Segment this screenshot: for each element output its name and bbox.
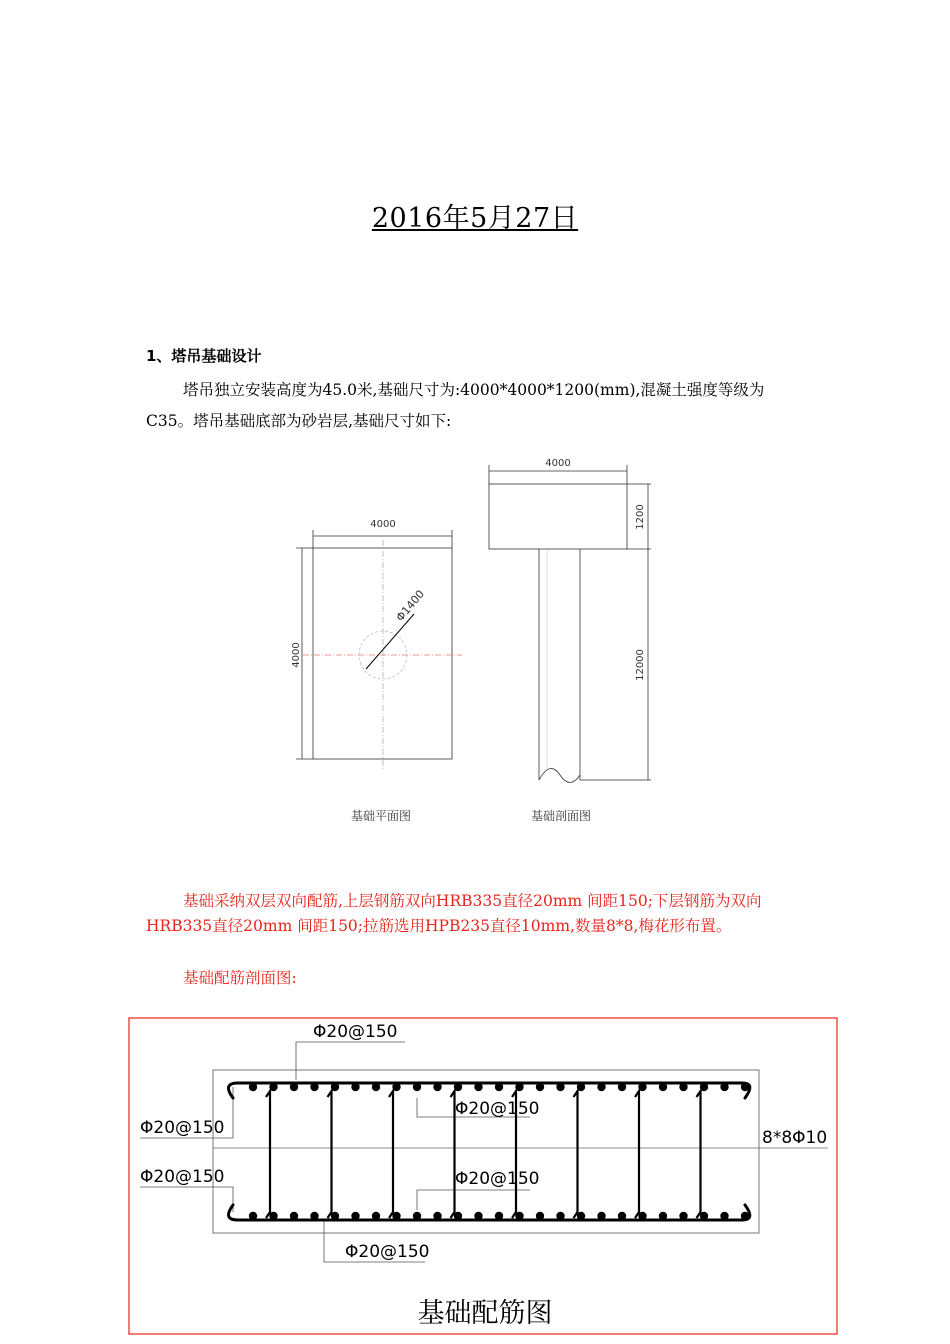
label-top: Φ20@150 (313, 1022, 398, 1042)
rebar-dot (618, 1212, 626, 1220)
section-heading: 1、塔吊基础设计 (146, 347, 262, 365)
plan-width-label: 4000 (370, 519, 396, 530)
bottom-bar (229, 1205, 750, 1220)
plan-caption: 基础平面图 (350, 809, 412, 823)
rebar-dot (249, 1083, 257, 1091)
rebar-dot (474, 1212, 482, 1220)
tie-bar (574, 1091, 578, 1218)
rebar-dot (413, 1212, 421, 1220)
rebar-dot (741, 1212, 749, 1220)
slab-outline (213, 1070, 759, 1233)
pile-length-label: 12000 (635, 649, 646, 681)
rebar-dot (249, 1212, 257, 1220)
label-left-upper: Φ20@150 (140, 1118, 225, 1138)
tie-bar (328, 1091, 332, 1218)
rebar-dot (495, 1083, 503, 1091)
rebar-dot (474, 1083, 482, 1091)
rebar-dot (597, 1083, 605, 1091)
rebar-dot (310, 1083, 318, 1091)
tie-bar (266, 1091, 270, 1218)
rebar-paragraph: 基础采纳双层双向配筋,上层钢筋双向HRB335直径20mm 间距150;下层钢筋为双向HRB335直径20mm 间距150;拉筋选用HPB235直径10mm,数量8*8,梅花形布置。 (146, 892, 762, 935)
rebar-dot (413, 1083, 421, 1091)
plan-height-label: 4000 (291, 642, 302, 668)
rebar-dot (659, 1212, 667, 1220)
rebar-caption: 基础配筋图 (417, 1298, 553, 1329)
rebar-dot (556, 1083, 564, 1091)
tie-bar (451, 1091, 455, 1218)
tie-bar (635, 1091, 639, 1218)
document-date: 2016年5月27日 (371, 203, 579, 234)
rebar-dot (351, 1212, 359, 1220)
rebar-dot (679, 1212, 687, 1220)
rebar-dot (290, 1083, 298, 1091)
section-width-label: 4000 (545, 458, 571, 469)
rebar-dot (372, 1083, 380, 1091)
tie-bar (389, 1091, 393, 1218)
rebar-dot (720, 1083, 728, 1091)
label-mid-lower: Φ20@150 (455, 1169, 540, 1189)
rebar-dot (659, 1083, 667, 1091)
rebar-dot (536, 1212, 544, 1220)
rebar-dot (618, 1083, 626, 1091)
rebar-dot (495, 1212, 503, 1220)
rebar-dot (720, 1212, 728, 1220)
label-ties: 8*8Φ10 (762, 1128, 828, 1148)
rebar-dot (433, 1083, 441, 1091)
design-paragraph: 塔吊独立安装高度为45.0米,基础尺寸为:4000*4000*1200(mm),混凝土强度等级为C35。塔吊基础底部为砂岩层,基础尺寸如下: (146, 381, 765, 430)
rebar-dot (290, 1212, 298, 1220)
rebar-dot (741, 1083, 749, 1091)
label-bottom: Φ20@150 (345, 1242, 430, 1262)
plan-diameter-label: Φ1400 (393, 587, 428, 624)
rebar-dot (679, 1083, 687, 1091)
rebar-dot (597, 1212, 605, 1220)
rebar-dot (351, 1083, 359, 1091)
tie-bar (697, 1091, 701, 1218)
section-caption: 基础剖面图 (530, 809, 592, 823)
rebar-dot (556, 1212, 564, 1220)
rebar-dot (536, 1083, 544, 1091)
section-thickness-label: 1200 (635, 504, 646, 530)
rebar-dot (310, 1212, 318, 1220)
rebar-dot (372, 1212, 380, 1220)
rebar-subheading: 基础配筋剖面图: (183, 969, 297, 987)
rebar-dot (433, 1212, 441, 1220)
label-mid-upper: Φ20@150 (455, 1099, 540, 1119)
label-left-lower: Φ20@150 (140, 1167, 225, 1187)
top-bar (229, 1083, 750, 1098)
